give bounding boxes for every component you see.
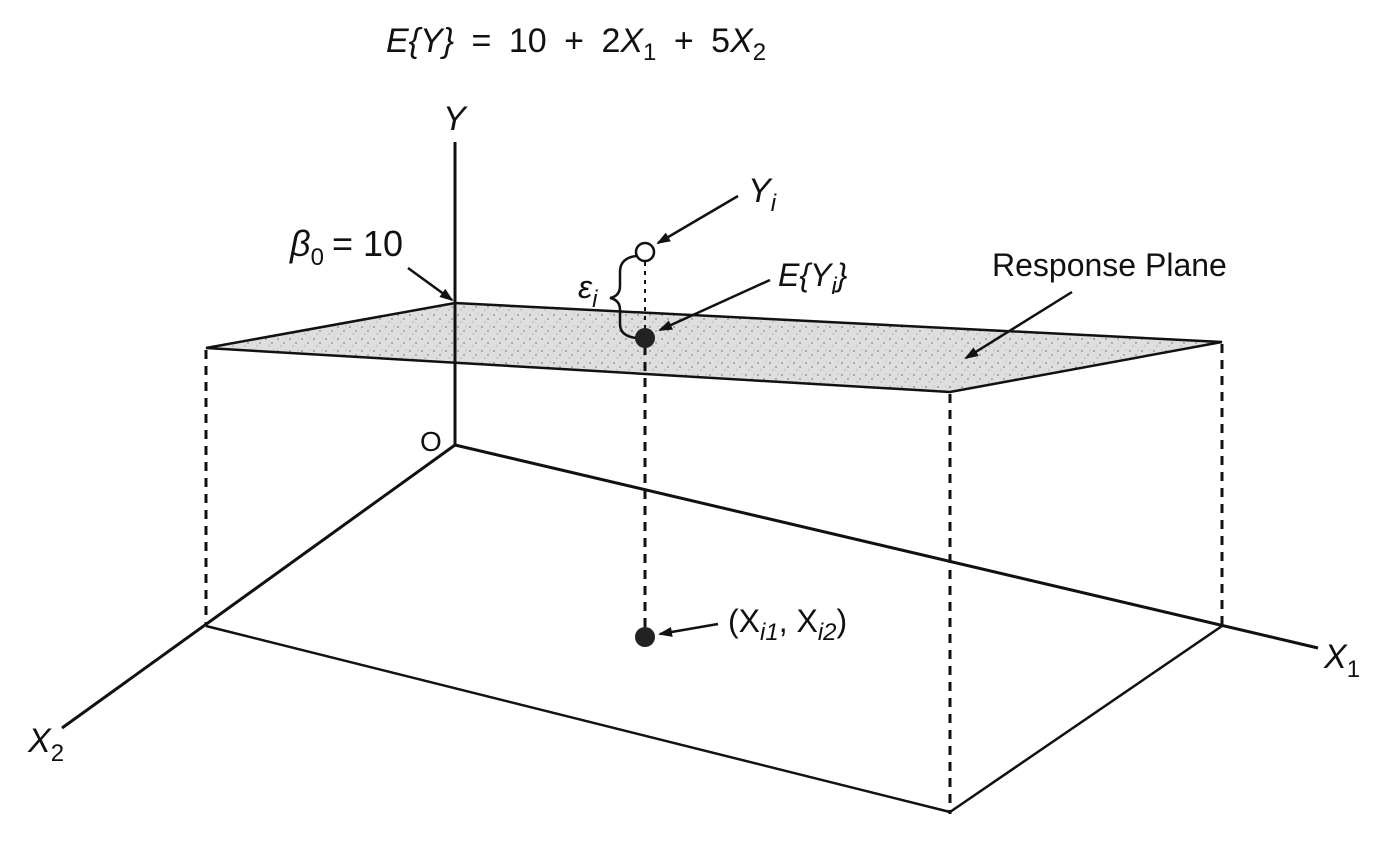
base-front-edge — [206, 626, 950, 812]
x1-axis-label: $X_1$ — [1324, 638, 1361, 683]
origin-label: O — [420, 426, 442, 457]
beta-arrow — [408, 268, 452, 300]
model-equation: E{Y} = 10 + $2X_1$ + $5X_2$ — [386, 22, 767, 66]
y-axis-label: Y — [443, 100, 466, 138]
yi-arrow — [658, 196, 738, 243]
epsilon-label: $\varepsilon_i$ — [578, 269, 598, 313]
expected-point-eyi — [635, 328, 655, 348]
x2-axis-label: $X_2$ — [28, 722, 65, 767]
eyi-label: $E\{Y_i\}$ — [778, 257, 848, 300]
base-point-xi — [635, 627, 655, 647]
observed-point-yi — [636, 243, 654, 261]
response-plane-label: Response Plane — [992, 247, 1227, 283]
x2-axis — [62, 445, 455, 728]
beta0-label: $\beta_0 = 10$ — [290, 223, 404, 271]
yi-label: $Y_i$ — [748, 172, 777, 217]
x1-axis — [455, 445, 1318, 648]
point-coordinates-label: ($X_{i1}$, $X_{i2}$) — [728, 603, 848, 646]
point-arrow — [660, 624, 718, 634]
base-right-edge — [950, 626, 1222, 812]
response-plane — [206, 303, 1222, 392]
